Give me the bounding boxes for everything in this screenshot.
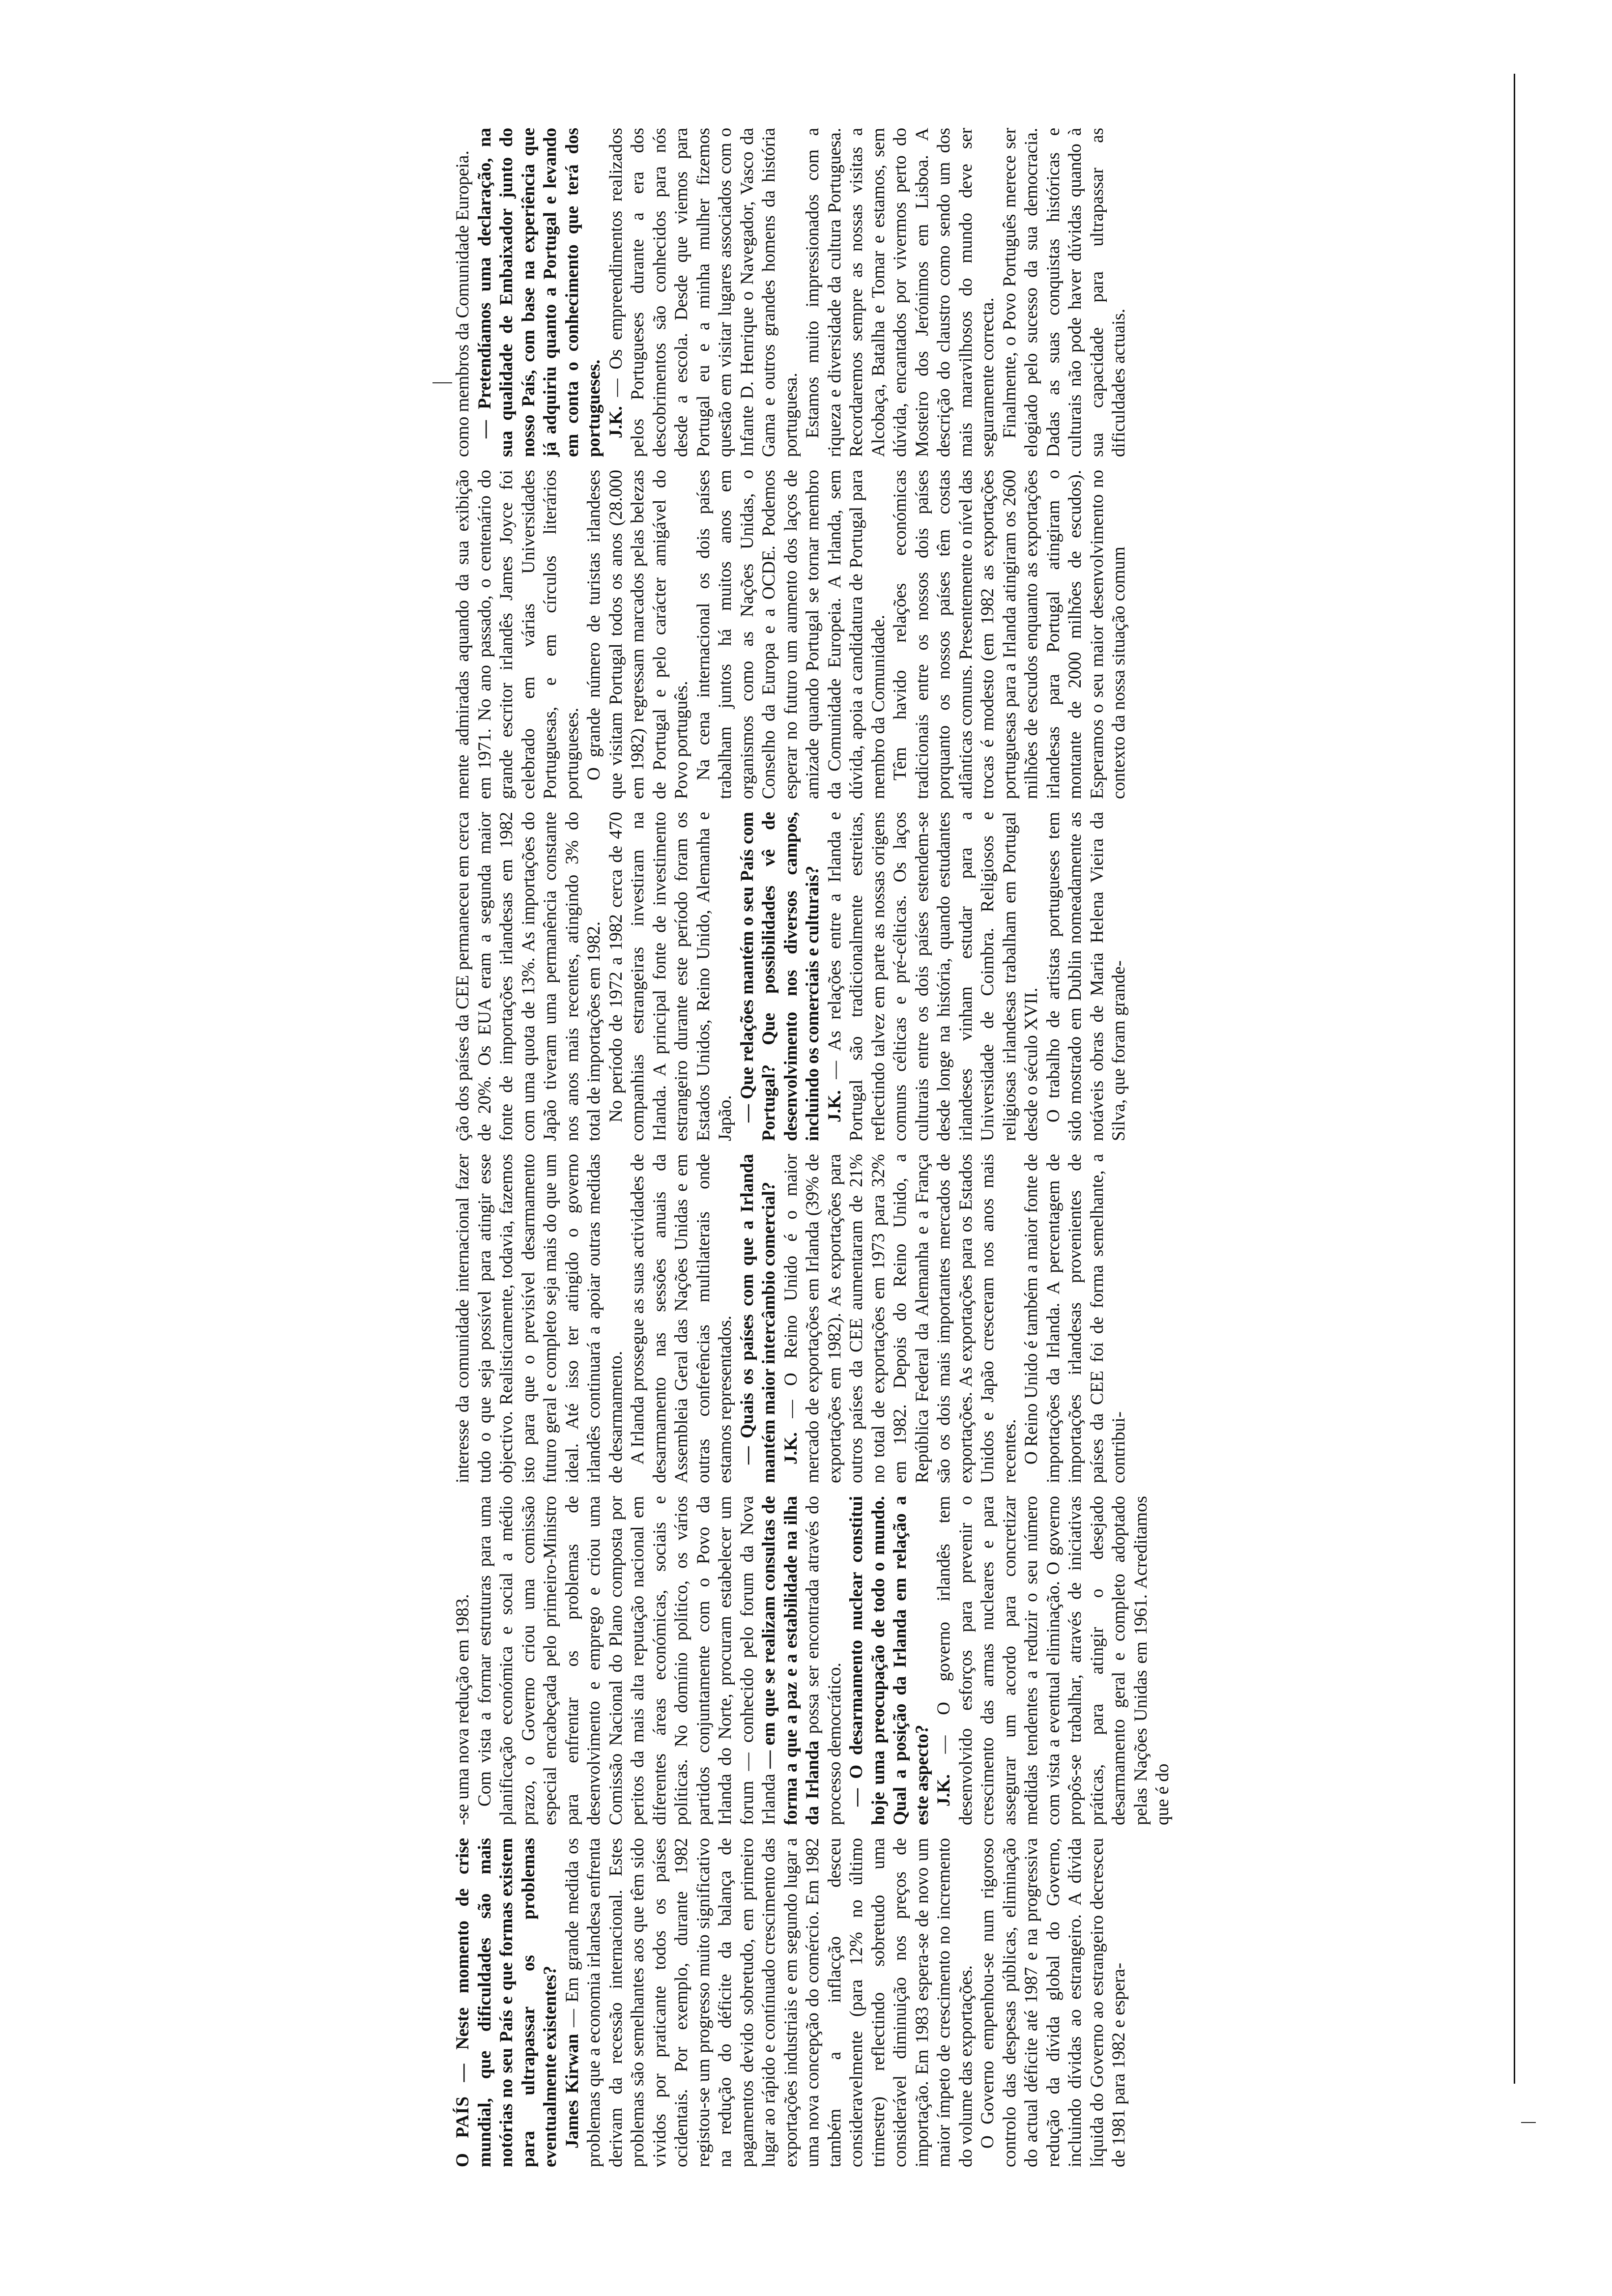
lead-question-paragraph <box>452 1838 562 2167</box>
body-paragraph <box>474 1496 846 1825</box>
body-paragraph: Estamos muito impressionados com a riqueza e diversidade da cultura Portuguesa. Recordaremos sempre as nossas visitas a Alcobaça, Batalha e Tomar e estamos, sem dúvida, encantados por vivermos perto do Mosteiro dos Jerónimos em Lisboa. A descrição do claustro como sendo um dos mais maravilhosos do mundo deve ser seguramente correcta. <box>803 128 998 457</box>
answer-paragraph <box>780 1154 1021 1483</box>
column-3 <box>452 1154 1514 1483</box>
column-6 <box>452 128 1514 457</box>
interview-question: — Que relações mantém o seu País com Portugal? Que possibilidades vê de desenvolvimento nos diversos campos, incluindo os comerciais e culturais? <box>737 812 823 1141</box>
body-paragraph: ção dos países da CEE permaneceu em cerca de 20%. Os EUA eram a segunda maior fonte de importações irlandesas em 1982 com uma quota de 13%. As importações do Japão tiveram uma permanência constante nos anos mais recentes, atingindo 3% do total de importações em 1982. <box>453 812 604 1141</box>
answer-paragraph <box>824 812 1043 1141</box>
body-paragraph: O Governo empenhou-se num rigoroso controlo das despesas públicas, eliminação do actual déficite até 1987 e na progressiva redução da dívida global do Governo, incluindo dívidas ao estrangeiro. A dívida líquida do Governo ao estrangeiro decresceu de 1981 para 1982 e espera- <box>978 1838 1129 2167</box>
column-1 <box>452 1838 1514 2167</box>
answer-text: — As relações entre a Irlanda e Portugal são tradicionalmente estreitas, reflectindo talvez em parte as nossas origens comuns célticas e pré-célticas. Os laços culturais entre os dois países estendem-se desde longe na história, quando estudantes irlandeses vinham estudar para a Universidade de Coimbra. Religiosos e religiosas irlandesas trabalham em Portugal desde o século XVII. <box>824 812 1041 1141</box>
column-2 <box>452 1496 1514 1825</box>
interviewee-initials: J.K. <box>934 1774 954 1807</box>
body-paragraph: interesse da comunidade internacional fazer tudo o que seja possível para atingir esse objectivo. Realisticamente, todavia, fazemos isto para que o previsível desarmamento futuro geral e completo seja mais do que um ideal. Até isso ter atingido o governo irlandês continuará a apoiar outras medidas de desarmamento. <box>453 1154 626 1483</box>
answer-text: — O Reino Unido é o maior mercado de exportações em Irlanda (39% de exportações em 1982). As exportações para outros países da CEE aumentaram de 21% no total de exportações em 1973 para 32% em 1982. Depois do Reino Unido, a República Federal da Alemanha e a França são os dois mais importantes mercados de exportações. As exportações para os Estados Unidos e Japão cresceram nos anos mais recentes. <box>780 1154 1020 1483</box>
body-paragraph: mente admiradas aquando da sua exibição em 1971. No ano passado, o centenário do grande escritor irlandês James Joyce foi celebrado em várias Universidades Portuguesas, e em círculos literários portugueses. <box>453 470 582 799</box>
interview-question: — Pretendíamos uma declaração, na sua qualidade de Embaixador junto do nosso País, com base na experiência que já adquiriu quanto a Portugal e levando em conta o conhecimento que terá dos portugueses. <box>474 128 604 457</box>
body-paragraph: O trabalho de artistas portugueses tem sido mostrado em Dublin nomeadamente as notáveis obras de Maria Helena Vieira da Silva, que foram grande- <box>1043 812 1129 1141</box>
body-paragraph: Na cena internacional os dois países trabalham juntos há muitos anos em organismos como as Nações Unidas, o Conselho da Europa e a OCDE. Podemos esperar no futuro um aumento dos laços de amizade quando Portugal se tornar membro da Comunidade Europeia. A Irlanda, sem dúvida, apoia a candidatura de Portugal para membro da Comunidade. <box>693 470 889 799</box>
interviewee-initials: J.K. <box>780 1432 801 1464</box>
interviewee-name: James Kirwan <box>562 2034 582 2149</box>
body-paragraph: como membros da Comunidade Europeia. <box>453 150 473 457</box>
emphasis-text: — em que se realizam consultas de forma a que a paz e a estabilidade na ilha da Irlanda <box>759 1496 823 1825</box>
column-4 <box>452 812 1514 1141</box>
column-rule-mark <box>432 382 452 383</box>
answer-paragraph <box>933 1496 1174 1825</box>
body-paragraph: No período de 1972 a 1982 cerca de 470 companhias estrangeiras investiram na Irlanda. A principal fonte de investimento estrangeiro durante este período foram os Estados Unidos, Reino Unido, Alemanha e Japão. <box>605 812 735 1141</box>
body-text: possa ser encontrada através do processo democrático. <box>803 1496 845 1825</box>
newspaper-clipping <box>432 88 1533 2182</box>
body-paragraph: Finalmente, o Povo Português merece ser elogiado pelo sucesso da sua democracia. Dadas as suas conquistas históricas e culturais não pode haver dúvidas quando à sua capacidade para ultrapassar as dificuldades actuais. <box>999 128 1129 457</box>
column-rule-mark <box>1521 2122 1536 2123</box>
body-text: Com vista a formar estruturas para uma planificação económica e social a médio prazo, o Governo criou uma comissão especial encabeçada pelo primeiro-Ministro para enfrentar os problemas de desenvolvimento e emprego e criou uma Comissão Nacional do Plano composta por peritos da mais alta reputação nacional em diferentes áreas económicas, sociais e políticas. No domínio político, os vários partidos conjuntamente com o Povo da Irlanda do Norte, procuram estabelecer um forum — conhecido pelo forum da Nova Irlanda <box>474 1496 779 1825</box>
body-paragraph: O grande número de turistas irlandeses que visitam Portugal todos os anos (28.000 em 1982) regressam marcados pelas belezas de Portugal e pelo carácter amigável do Povo português. <box>584 470 691 799</box>
interview-question: — Neste momento de crise mundial, que dificuldades são mais notórias no seu País e que formas existem para ultrapassar os problemas eventualmente existentes? <box>453 1838 560 2167</box>
answer-text: — O governo irlandês tem desenvolvido esforços para prevenir o crescimento das armas nucleares e para assegurar um acordo para concretizar medidas tendentes a reduzir o seu número com vista a eventual eliminação. O governo propôs-se trabalhar, através de iniciativas práticas, para atingir o desejado desarmamento geral e completo adoptado pelas Nações Unidas em 1961. Acreditamos que é do <box>934 1496 1173 1825</box>
body-paragraph: A Irlanda prossegue as suas actividades de desarmamento nas sessões anuais da Assembleia Geral das Nações Unidas e em outras conferências multilaterais onde estamos representados. <box>628 1154 735 1483</box>
body-paragraph: O Reino Unido é também a maior fonte de importações da Irlanda. A percentagem de importações irlandesas provenientes de países da CEE foi de forma semelhante, a contribui- <box>1021 1154 1129 1483</box>
body-paragraph: -se uma nova redução em 1983. <box>453 1594 473 1825</box>
answer-text: — Em grande medida os problemas que a economia irlandesa enfrenta derivam da recessão internacional. Estes problemas são semelhantes aos que têm sido vividos por praticante todos os países ocidentais. Por exemplo, durante 1982 registou-se um progresso muito significativo na redução do déficite da balança de pagamentos devido sobretudo, em primeiro lugar ao rápido e contínuado crescimento das exportações industriais e em segundo lugar a uma nova concepção do comércio. Em 1982 também a inflacção desceu consideravelmente (para 12% no último trimestre) reflectindo sobretudo uma considerável diminuição nos preços de importação. Em 1983 espera-se de novo um maior ímpeto de crescimento no incremento do volume das exportações. <box>562 1838 976 2167</box>
answer-text: — Os empreendimentos realizados pelos Portugueses durante a era dos descobrimentos são conhecidos para nós desde a escola. Desde que viemos para Portugal eu e a minha mulher fizemos questão em visitar lugares associados com o Infante D. Henrique o Navegador, Vasco da Gama e outros grandes homens da história portuguesa. <box>605 128 801 457</box>
body-paragraph: Têm havido relações económicas tradicionais entre os nossos dois países porquanto os nossos países têm costas atlânticas comuns. Presentemente o nível das trocas é modesto (em 1982 as exportações portuguesas para a Irlanda atingiram os 2600 milhões de escudos enquanto as exportações irlandesas para Portugal atingiram o montante de 2000 milhões de escudos). Esperamos o seu maior desenvolvimento no contexto da nossa situação comum <box>890 470 1129 799</box>
answer-paragraph <box>605 128 803 457</box>
interviewee-initials: J.K. <box>824 1090 845 1122</box>
masthead-label: O PAÍS <box>453 2096 473 2167</box>
interview-question: — O desarmamento nuclear constitui hoje uma preocupação de todo o mundo. Qual a posição da Irlanda em relação a este aspecto? <box>846 1496 932 1825</box>
answer-paragraph <box>562 1838 978 2167</box>
interviewee-initials: J.K. <box>605 406 626 438</box>
article-columns <box>452 128 1514 2167</box>
column-5 <box>452 470 1514 799</box>
interview-question: — Quais os países com que a Irlanda mantém maior intercâmbio comercial? <box>737 1154 779 1483</box>
